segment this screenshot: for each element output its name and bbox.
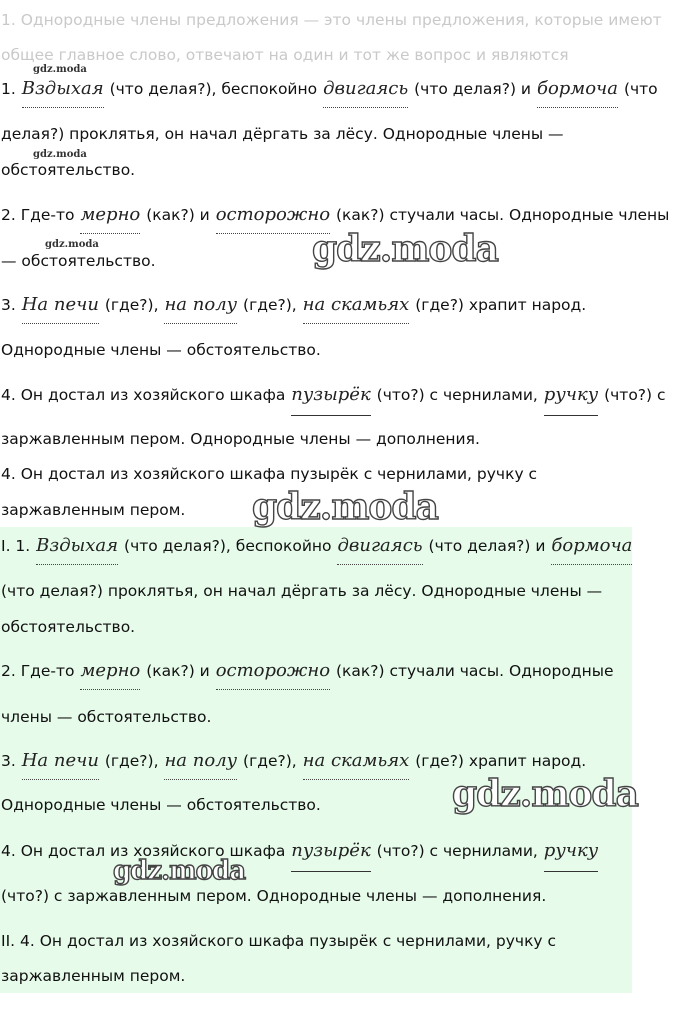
sentence-1-line-3: обстоятельство. bbox=[1, 161, 136, 179]
homogeneous-word: двигаясь bbox=[337, 535, 423, 556]
intro-line-2: общее главное слово, отвечают на один и тот же вопрос и являются bbox=[1, 46, 569, 64]
homogeneous-word: ручку bbox=[543, 840, 599, 861]
question-text: (где?) храпит народ. bbox=[415, 296, 587, 314]
answer-5-line-1: II. 4. Он достал из хозяйского шкафа пузырёк с чернилами, ручку с bbox=[1, 932, 557, 950]
answer-2-line-1 bbox=[1, 660, 613, 682]
question-text: (что делая?) и bbox=[414, 80, 532, 98]
question-text: (как?) стучали часы. Однородные члены bbox=[335, 206, 670, 224]
question-text: (что?) с чернилами, bbox=[376, 842, 538, 860]
homogeneous-word: на полу bbox=[164, 750, 238, 771]
homogeneous-word: ручку bbox=[543, 384, 599, 405]
homogeneous-word: бормоча bbox=[551, 535, 633, 556]
homogeneous-word: Вздыхая bbox=[21, 78, 104, 99]
sentence-4-plain-line-1: 4. Он достал из хозяйского шкафа пузырёк с чернилами, ручку с bbox=[1, 465, 538, 483]
sentence-1-number: 1. bbox=[1, 80, 16, 98]
answer-4-line-1 bbox=[1, 840, 599, 862]
question-text: (что?) с bbox=[604, 386, 666, 404]
homogeneous-word: Вздыхая bbox=[36, 535, 119, 556]
homogeneous-word: бормоча bbox=[536, 78, 618, 99]
question-text: (где?), bbox=[104, 296, 159, 314]
answer-3-number: 3. bbox=[1, 752, 16, 770]
sentence-3-line-2: Однородные члены — обстоятельство. bbox=[1, 341, 321, 359]
sentence-2-number: 2. Где-то bbox=[1, 206, 75, 224]
homogeneous-word: пузырёк bbox=[291, 384, 371, 405]
homogeneous-word: на скамьях bbox=[302, 750, 410, 771]
answer-1-number: I. 1. bbox=[1, 537, 31, 555]
answer-1-line-1 bbox=[1, 535, 633, 557]
homogeneous-word: осторожно bbox=[215, 204, 331, 225]
sentence-3-number: 3. bbox=[1, 296, 16, 314]
sentence-4-text: 4. Он достал из хозяйского шкафа bbox=[1, 386, 286, 404]
watermark-small: gdz.moda bbox=[45, 239, 99, 250]
answer-2-line-2: члены — обстоятельство. bbox=[1, 708, 212, 726]
question-text: (где?), bbox=[243, 296, 297, 314]
question-text: (что делая?), беспокойно bbox=[124, 537, 332, 555]
sentence-3-line-1 bbox=[1, 294, 586, 316]
question-text: (что bbox=[623, 80, 658, 98]
homogeneous-word: пузырёк bbox=[291, 840, 371, 861]
question-text: (где?), bbox=[104, 752, 159, 770]
homogeneous-word: На печи bbox=[21, 750, 99, 771]
answer-4-line-2: (что?) с заржавленным пером. Однородные члены — дополнения. bbox=[1, 887, 547, 905]
homogeneous-word: мерно bbox=[80, 204, 141, 225]
question-text: (где?) храпит народ. bbox=[415, 752, 587, 770]
homogeneous-word: на полу bbox=[164, 294, 238, 315]
question-text: (как?) и bbox=[146, 206, 210, 224]
intro-line-1: 1. Однородные члены предложения — это члены предложения, которые имеют bbox=[1, 11, 662, 29]
watermark-large: gdz.moda bbox=[312, 228, 498, 270]
question-text: (как?) и bbox=[146, 662, 210, 680]
question-text: (где?), bbox=[243, 752, 297, 770]
sentence-2-line-1 bbox=[1, 204, 669, 226]
question-text: (как?) стучали часы. Однородные bbox=[335, 662, 614, 680]
homogeneous-word: осторожно bbox=[215, 660, 331, 681]
homogeneous-word: на скамьях bbox=[302, 294, 410, 315]
sentence-2-line-2: — обстоятельство. bbox=[1, 252, 156, 270]
answer-1-line-2: (что делая?) проклятья, он начал дёргать за лёсу. Однородные члены — bbox=[1, 582, 603, 600]
answer-5-line-2: заржавленным пером. bbox=[1, 967, 186, 985]
answer-2-number: 2. Где-то bbox=[1, 662, 75, 680]
question-text: (что делая?), беспокойно bbox=[109, 80, 318, 98]
sentence-1-line-1 bbox=[1, 78, 658, 100]
question-text: (что?) с чернилами, bbox=[376, 386, 538, 404]
answer-3-line-1 bbox=[1, 750, 586, 772]
question-text: (что делая?) и bbox=[428, 537, 546, 555]
watermark-medium: gdz.moda bbox=[113, 856, 246, 886]
watermark-large: gdz.moda bbox=[252, 486, 438, 528]
watermark-large: gdz.moda bbox=[452, 773, 638, 815]
sentence-1-line-2: делая?) проклятья, он начал дёргать за лёсу. Однородные члены — bbox=[1, 125, 564, 143]
homogeneous-word: мерно bbox=[80, 660, 141, 681]
sentence-4-line-2: заржавленным пером. Однородные члены — дополнения. bbox=[1, 430, 480, 448]
watermark-small: gdz.moda bbox=[33, 64, 87, 75]
sentence-4-line-1 bbox=[1, 384, 666, 406]
answer-4-text: 4. Он достал из хозяйского шкафа bbox=[1, 842, 286, 860]
answer-1-line-3: обстоятельство. bbox=[1, 618, 136, 636]
homogeneous-word: На печи bbox=[21, 294, 99, 315]
answer-3-line-2: Однородные члены — обстоятельство. bbox=[1, 796, 321, 814]
homogeneous-word: двигаясь bbox=[323, 78, 409, 99]
watermark-small: gdz.moda bbox=[33, 149, 87, 160]
sentence-4-plain-line-2: заржавленным пером. bbox=[1, 501, 186, 519]
